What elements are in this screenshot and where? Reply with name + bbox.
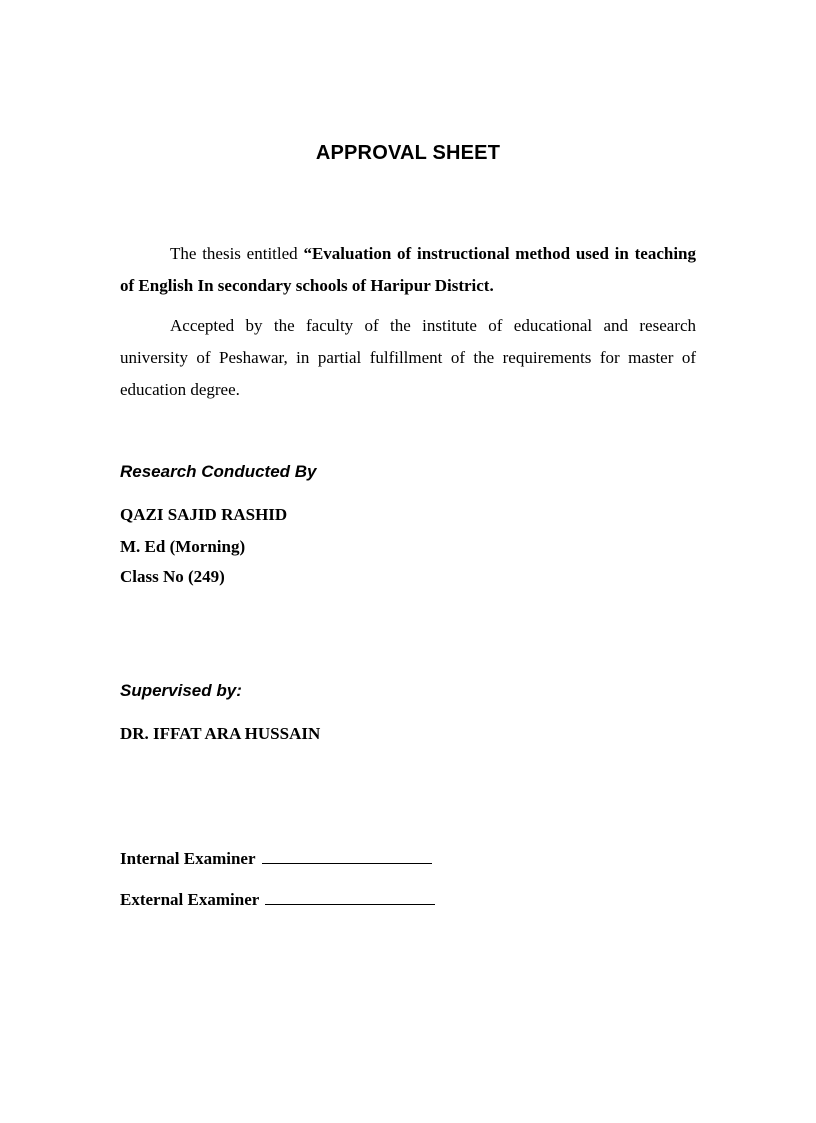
researcher-class-no: Class No (249) <box>120 567 225 586</box>
thesis-title: “Evaluation of instructional method used in teaching of English In secondary schools of Haripur District. <box>120 244 696 295</box>
thesis-intro-prefix: The thesis entitled <box>170 244 304 263</box>
researcher-degree: M. Ed (Morning) <box>120 537 246 556</box>
internal-examiner-label: Internal Examiner <box>120 849 256 868</box>
internal-examiner-signature-line <box>262 849 432 864</box>
researcher-name: QAZI SAJID RASHID <box>120 505 288 524</box>
acceptance-paragraph <box>120 310 696 406</box>
external-examiner-line <box>120 890 435 910</box>
supervisor-name: DR. IFFAT ARA HUSSAIN <box>120 724 321 743</box>
internal-examiner-line <box>120 849 432 869</box>
page-title: APPROVAL SHEET <box>315 142 501 164</box>
acceptance-text: Accepted by the faculty of the institute of educational and research university of Peshawar, in partial fulfillment of the requirements for master of education degree. <box>120 316 696 399</box>
research-conducted-label: Research Conducted By <box>120 462 317 481</box>
supervised-by-label: Supervised by: <box>120 681 242 700</box>
thesis-intro-paragraph <box>120 238 696 302</box>
external-examiner-signature-line <box>265 890 435 905</box>
external-examiner-label: External Examiner <box>120 890 260 909</box>
